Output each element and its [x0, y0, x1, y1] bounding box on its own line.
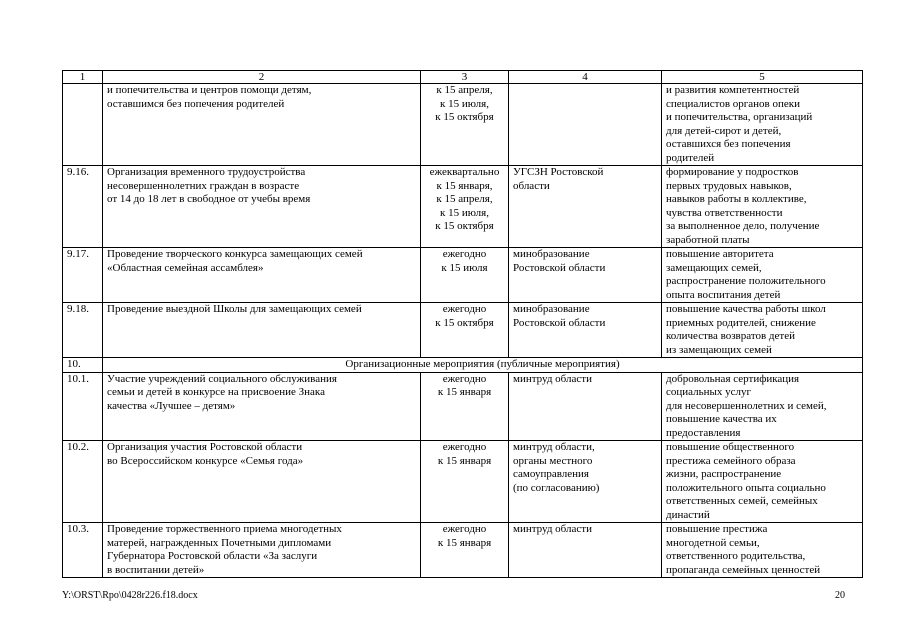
section-row [63, 358, 863, 373]
cell-line: родителей [666, 151, 715, 164]
header-cell: 5 [662, 71, 863, 84]
cell-line: оставшихся без попечения [666, 138, 791, 150]
cell-line: минтруд области [513, 523, 592, 535]
row-number [63, 84, 103, 166]
table-row [63, 303, 863, 358]
cell-line: замещающих семей, [666, 261, 762, 274]
row-number: 9.18. [63, 303, 103, 358]
responsible-cell [509, 84, 662, 166]
cell-line: первых трудовых навыков, [666, 179, 792, 192]
cell-line: формирование у подростков [666, 166, 799, 178]
footer-page-number: 20 [835, 590, 845, 601]
cell-line: (по согласованию) [513, 481, 600, 494]
cell-line: повышение общественного [666, 441, 795, 453]
cell-line: семьи и детей в конкурсе на присвоение Знака [107, 386, 325, 398]
section-number: 10. [63, 358, 103, 373]
cell-line: для детей-сирот и детей, [666, 124, 782, 137]
cell-line: ежегодно [442, 372, 487, 385]
deadline-cell [421, 248, 509, 303]
result-cell [662, 248, 863, 303]
section-title: Организационные мероприятия (публичные мероприятия) [103, 358, 863, 373]
responsible-cell [509, 303, 662, 358]
cell-line: матерей, награжденных Почетными дипломами [107, 536, 332, 549]
responsible-cell [509, 372, 662, 441]
result-cell [662, 372, 863, 441]
cell-line: Ростовской области [513, 261, 606, 274]
cell-line: повышение престижа [666, 523, 768, 535]
cell-line: в воспитании детей» [107, 563, 205, 576]
cell-line: оставшимся без попечения родителей [107, 97, 285, 110]
cell-line: ежеквартально [429, 166, 500, 178]
result-cell [662, 84, 863, 166]
cell-line: минтруд области, [513, 441, 595, 453]
document-table [62, 70, 863, 578]
footer-file-path: Y:\ORST\Rpo\0428r226.f18.docx [62, 590, 198, 601]
cell-line: к 15 июля, [440, 206, 489, 219]
cell-line: положительного опыта социально [666, 481, 826, 494]
activity-cell [103, 248, 421, 303]
cell-line: к 15 июля, [440, 97, 489, 110]
cell-line: Губернатора Ростовской области «За заслуги [107, 550, 318, 562]
table-row [63, 441, 863, 523]
cell-line: для несовершеннолетних и семей, [666, 399, 827, 412]
cell-line: «Областная семейная ассамблея» [107, 261, 264, 274]
cell-line: ежегодно [442, 441, 487, 453]
cell-line: и попечительства и центров помощи детям, [107, 84, 312, 96]
cell-line: к 15 января [437, 454, 492, 467]
cell-line: к 15 октября [435, 220, 494, 232]
cell-line: и попечительства, организаций [666, 111, 813, 123]
row-number: 10.3. [63, 523, 103, 578]
row-number: 9.16. [63, 166, 103, 248]
table-row [63, 84, 863, 166]
cell-line: опыта воспитания детей [666, 288, 781, 301]
deadline-cell [421, 303, 509, 358]
header-cell: 2 [103, 71, 421, 84]
cell-line: Проведение выездной Школы для замещающих семей [107, 303, 362, 315]
responsible-cell [509, 523, 662, 578]
cell-line: пропаганда семейных ценностей [666, 563, 821, 576]
cell-line: ежегодно [442, 303, 487, 315]
cell-line: самоуправления [513, 468, 589, 480]
cell-line: добровольная сертификация [666, 372, 800, 385]
table-row [63, 372, 863, 441]
cell-line: приемных родителей, снижение [666, 316, 816, 329]
row-number: 9.17. [63, 248, 103, 303]
cell-line: повышение авторитета [666, 248, 774, 260]
deadline-cell [421, 84, 509, 166]
table-header-row [63, 71, 863, 84]
cell-line: навыков работы в коллективе, [666, 193, 807, 205]
header-cell: 3 [421, 71, 509, 84]
table-row [63, 523, 863, 578]
cell-line: органы местного [513, 454, 593, 467]
responsible-cell [509, 441, 662, 523]
cell-line: к 15 апреля, [436, 193, 493, 205]
cell-line: династий [666, 508, 710, 521]
activity-cell [103, 303, 421, 358]
table-row [63, 248, 863, 303]
activity-cell [103, 441, 421, 523]
cell-line: УГСЗН Ростовской [513, 166, 604, 178]
activity-cell [103, 372, 421, 441]
cell-line: Организация временного трудоустройства [107, 166, 306, 178]
deadline-cell [421, 372, 509, 441]
cell-line: чувства ответственности [666, 206, 783, 219]
cell-line: за выполненное дело, получение [666, 220, 820, 232]
responsible-cell [509, 248, 662, 303]
cell-line: ответственных семей, семейных [666, 495, 818, 507]
deadline-cell [421, 441, 509, 523]
activity-cell [103, 166, 421, 248]
result-cell [662, 303, 863, 358]
cell-line: Организация участия Ростовской области [107, 441, 303, 453]
cell-line: несовершеннолетних граждан в возрасте [107, 179, 300, 192]
cell-line: повышение качества их [666, 413, 777, 425]
cell-line: жизни, распространение [666, 468, 782, 480]
cell-line: к 15 июля [441, 261, 488, 274]
result-cell [662, 523, 863, 578]
cell-line: минтруд области [513, 372, 592, 385]
cell-line: во Всероссийском конкурсе «Семья года» [107, 454, 304, 467]
deadline-cell [421, 166, 509, 248]
cell-line: к 15 октября [435, 111, 494, 123]
header-cell: 1 [63, 71, 103, 84]
cell-line: Проведение торжественного приема многодетных [107, 523, 342, 535]
cell-line: заработной платы [666, 233, 750, 246]
cell-line: от 14 до 18 лет в свободное от учебы время [107, 193, 311, 205]
cell-line: распространение положительного [666, 275, 826, 287]
cell-line: престижа семейного образа [666, 454, 796, 467]
cell-line: ответственного родительства, [666, 550, 806, 562]
cell-line: к 15 января, [436, 179, 493, 192]
header-cell: 4 [509, 71, 662, 84]
cell-line: из замещающих семей [666, 343, 772, 356]
cell-line: к 15 января [437, 386, 492, 398]
cell-line: качества «Лучшее – детям» [107, 399, 236, 412]
table-row [63, 166, 863, 248]
cell-line: Проведение творческого конкурса замещающих семей [107, 248, 363, 260]
cell-line: Участие учреждений социального обслуживания [107, 372, 337, 385]
cell-line: области [513, 179, 550, 192]
activity-cell [103, 84, 421, 166]
result-cell [662, 441, 863, 523]
cell-line: ежегодно [442, 248, 487, 260]
cell-line: Ростовской области [513, 316, 606, 329]
activity-cell [103, 523, 421, 578]
cell-line: специалистов органов опеки [666, 97, 800, 110]
row-number: 10.2. [63, 441, 103, 523]
cell-line: предоставления [666, 426, 741, 439]
row-number: 10.1. [63, 372, 103, 441]
cell-line: к 15 октября [435, 316, 494, 329]
cell-line: многодетной семьи, [666, 536, 760, 549]
cell-line: количества возвратов детей [666, 330, 795, 342]
responsible-cell [509, 166, 662, 248]
cell-line: повышение качества работы школ [666, 303, 826, 315]
cell-line: минобразование [513, 248, 590, 260]
cell-line: к 15 апреля, [436, 84, 493, 96]
cell-line: и развития компетентностей [666, 84, 800, 96]
deadline-cell [421, 523, 509, 578]
cell-line: ежегодно [442, 523, 487, 535]
cell-line: к 15 января [437, 536, 492, 549]
cell-line: минобразование [513, 303, 590, 315]
cell-line: социальных услуг [666, 386, 752, 398]
result-cell [662, 166, 863, 248]
